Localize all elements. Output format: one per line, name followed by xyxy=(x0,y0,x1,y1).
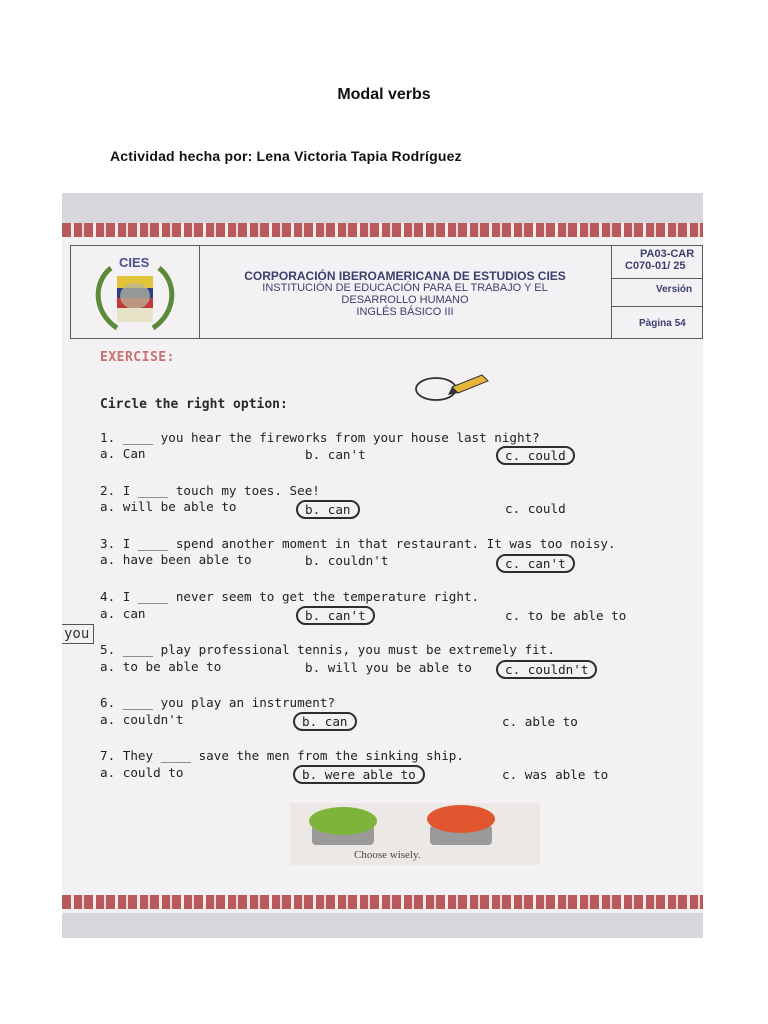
question-1-option-a: a. Can xyxy=(100,446,146,461)
question-3-option-c-circled: c. can't xyxy=(496,554,575,573)
question-2-option-b-circled: b. can xyxy=(296,500,360,519)
question-5-option-a: a. to be able to xyxy=(100,659,222,674)
question-5-option-b: b. will you be able to xyxy=(305,660,472,675)
question-2-option-a: a. will be able to xyxy=(100,499,237,514)
question-6-option-c: c. able to xyxy=(502,714,578,729)
question-2-option-c: c. could xyxy=(505,501,566,516)
question-6: 6. ____ you play an instrument? xyxy=(100,695,336,710)
question-4-option-c: c. to be able to xyxy=(505,608,627,623)
decorative-border-bottom xyxy=(62,895,703,909)
question-7-option-b-circled: b. were able to xyxy=(293,765,425,784)
pencil-icon xyxy=(412,373,492,403)
author-line: Actividad hecha por: Lena Victoria Tapia Rodríguez xyxy=(110,148,462,164)
question-3-option-b: b. couldn't xyxy=(305,553,389,568)
handwritten-note: you xyxy=(62,624,94,644)
institution-line-2: DESARROLLO HUMANO xyxy=(341,294,469,306)
question-7: 7. They ____ save the men from the sinking ship. xyxy=(100,748,464,763)
question-1: 1. ____ you hear the fireworks from your house last night? xyxy=(100,430,540,445)
logo-text: CIES xyxy=(119,255,150,270)
question-5: 5. ____ play professional tennis, you must be extremely fit. xyxy=(100,642,555,657)
document-code-cell xyxy=(611,246,703,338)
image-caption: Choose wisely. xyxy=(354,849,421,861)
question-3: 3. I ____ spend another moment in that restaurant. It was too noisy. xyxy=(100,536,616,551)
course-name: INGLÉS BÁSICO III xyxy=(356,306,454,318)
question-4-option-b-circled: b. can't xyxy=(296,606,375,625)
decorative-border-top xyxy=(62,223,703,237)
question-7-option-a: a. could to xyxy=(100,765,184,780)
question-6-option-b-circled: b. can xyxy=(293,712,357,731)
logo-cell xyxy=(71,246,200,338)
divider xyxy=(612,278,703,279)
page-number: Pàgina 54 xyxy=(639,318,686,329)
question-4-option-a: a. can xyxy=(100,606,146,621)
question-1-option-c-circled: c. could xyxy=(496,446,575,465)
question-3-option-a: a. have been able to xyxy=(100,552,252,567)
worksheet-photo xyxy=(62,193,703,938)
code-line-2: C070-01/ 25 xyxy=(625,260,686,272)
organization-name: CORPORACIÓN IBEROAMERICANA DE ESTUDIOS CIES xyxy=(244,269,566,283)
divider xyxy=(612,306,703,307)
code-line-1: PA03-CAR xyxy=(640,248,695,260)
question-4: 4. I ____ never seem to get the temperature right. xyxy=(100,589,480,604)
worksheet-header xyxy=(70,245,703,339)
question-6-option-a: a. couldn't xyxy=(100,712,184,727)
question-2: 2. I ____ touch my toes. See! xyxy=(100,483,320,498)
document-title: Modal verbs xyxy=(337,86,431,103)
cies-logo-icon xyxy=(71,246,199,338)
exercise-heading: EXERCISE: xyxy=(100,350,175,365)
institution-line-1: INSTITUCIÓN DE EDUCACIÓN PARA EL TRABAJO Y EL xyxy=(262,282,548,294)
version-label: Versión xyxy=(656,284,693,295)
question-5-option-c-circled: c. couldn't xyxy=(496,660,597,679)
question-7-option-c: c. was able to xyxy=(502,767,609,782)
question-1-option-b: b. can't xyxy=(305,447,366,462)
instruction-text: Circle the right option: xyxy=(100,397,288,412)
